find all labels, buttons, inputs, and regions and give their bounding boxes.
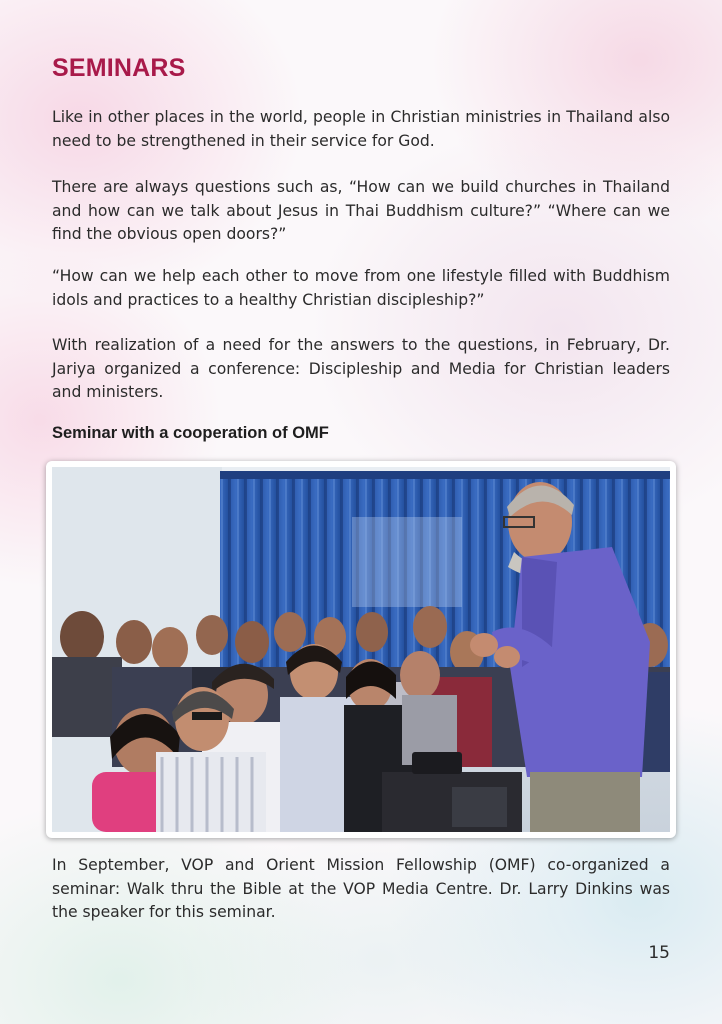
page-title: SEMINARS xyxy=(52,54,186,82)
photo-frame xyxy=(46,461,676,838)
questions-paragraph: There are always questions such as, “How can we build churches in Thailand and how can we talk about Jesus in Thai Buddhism culture?” “Where can we find the obvious open doors?” xyxy=(52,178,670,243)
discipleship-question-paragraph: “How can we help each other to move from one lifestyle filled with Buddhism idols and practices to a healthy Christian discipleship?” xyxy=(52,267,670,309)
page-number: 15 xyxy=(648,943,670,963)
seminar-photo xyxy=(52,467,670,832)
closing-paragraph: In September, VOP and Orient Mission Fellowship (OMF) co-organized a seminar: Walk thru the Bible at the VOP Media Centre. Dr. Larry Dinkins was the speaker for this seminar. xyxy=(52,856,670,921)
section-subheading: Seminar with a cooperation of OMF xyxy=(52,424,329,442)
conference-paragraph: With realization of a need for the answers to the questions, in February, Dr. Jariya organized a conference: Discipleship and Media for Christian leaders and ministers. xyxy=(52,336,670,401)
intro-paragraph: Like in other places in the world, people in Christian ministries in Thailand also need to be strengthened in their service for God. xyxy=(52,108,670,150)
seminar-photo-illustration xyxy=(52,467,670,832)
